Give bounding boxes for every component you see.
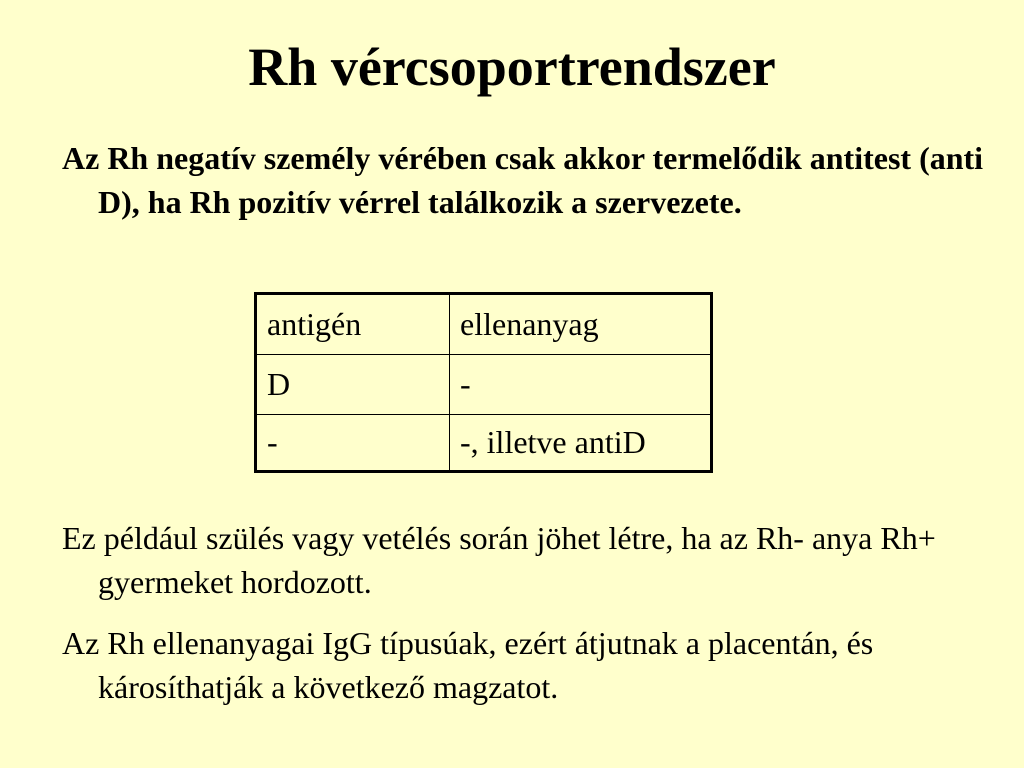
table-cell: -, illetve antiD xyxy=(450,415,712,472)
table-cell: - xyxy=(256,415,450,472)
rh-table xyxy=(254,292,713,473)
table-row xyxy=(256,415,712,472)
paragraph-igg: Az Rh ellenanyagai IgG típusúak, ezért átjutnak a placentán, és károsíthatják a következő magzatot. xyxy=(62,625,874,705)
table-header-antibody: ellenanyag xyxy=(450,294,712,355)
slide-title: Rh vércsoportrendszer xyxy=(248,37,776,97)
table-cell: D xyxy=(256,355,450,415)
table-row xyxy=(256,355,712,415)
table-cell: - xyxy=(450,355,712,415)
table-header-row xyxy=(256,294,712,355)
paragraph-birth: Ez például szülés vagy vetélés során jöhet létre, ha az Rh- anya Rh+ gyermeket hordozott. xyxy=(62,520,936,600)
table-header-antigen: antigén xyxy=(256,294,450,355)
intro-paragraph: Az Rh negatív személy vérében csak akkor termelődik antitest (anti D), ha Rh pozitív vérrel találkozik a szervezete. xyxy=(62,140,984,220)
